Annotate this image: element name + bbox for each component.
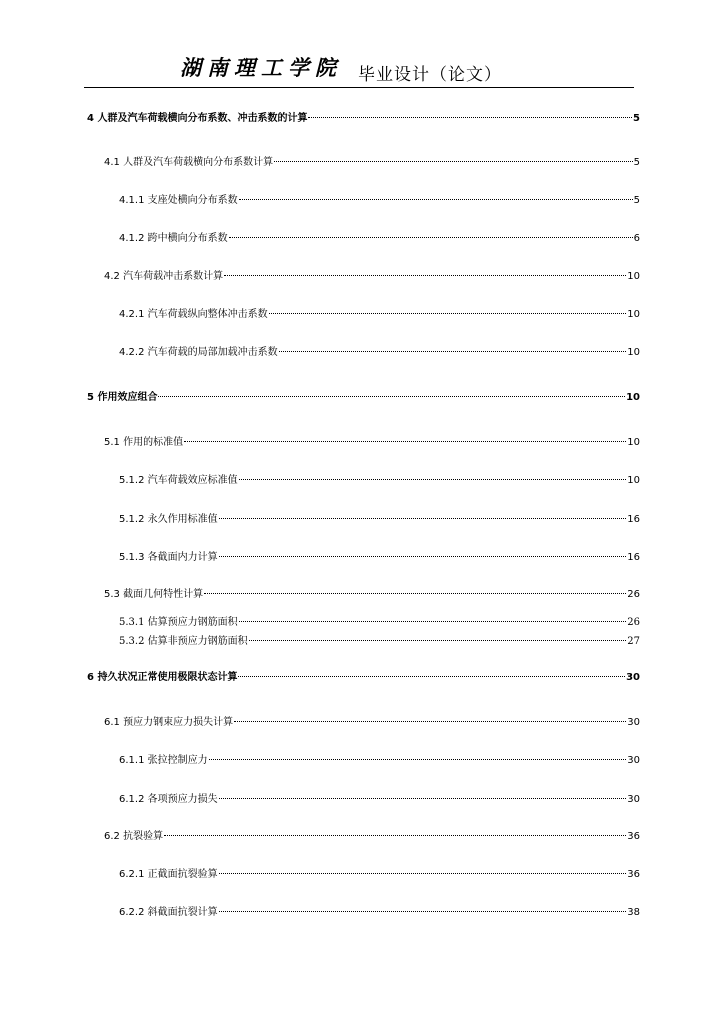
toc-entry[interactable]: [119, 303, 640, 320]
toc-entry-label: 6.2.1 正截面抗裂验算: [119, 869, 218, 880]
thesis-title: 毕业设计（论文）: [358, 65, 502, 85]
toc-leader: [219, 901, 627, 915]
toc-entry[interactable]: [119, 508, 640, 525]
toc-entry-page: 26: [627, 589, 640, 600]
toc-entry[interactable]: [104, 583, 640, 600]
toc-entry-label: 4.1.2 跨中横向分布系数: [119, 233, 228, 244]
toc-entry[interactable]: [119, 611, 640, 628]
toc-entry-page: 10: [627, 437, 640, 448]
toc-entry-label: 4.1 人群及汽车荷载横向分布系数计算: [104, 157, 274, 168]
toc-entry[interactable]: [119, 630, 640, 647]
toc-leader: [269, 303, 627, 317]
toc-entry-label: 5.3.2 估算非预应力钢筋面积: [119, 636, 248, 647]
toc-entry-page: 10: [627, 271, 640, 282]
toc-entry-label: 5.1 作用的标准值: [104, 437, 184, 448]
toc-entry-page: 30: [627, 755, 640, 766]
toc-leader: [164, 825, 626, 839]
toc-entry-label: 6.2.2 斜截面抗裂计算: [119, 907, 218, 918]
toc-leader: [224, 265, 626, 279]
toc-entry[interactable]: [119, 469, 640, 486]
toc-entry-label: 5 作用效应组合: [87, 392, 158, 403]
toc-entry-page: 38: [627, 907, 640, 918]
toc-leader: [158, 386, 625, 400]
toc-entry[interactable]: [104, 825, 640, 842]
toc-entry[interactable]: [119, 749, 640, 766]
school-name: 湖南理工学院: [180, 55, 342, 80]
toc-entry-label: 4 人群及汽车荷载横向分布系数、冲击系数的计算: [87, 113, 308, 124]
toc-leader: [308, 107, 632, 121]
toc-leader: [209, 749, 627, 763]
toc-leader: [239, 189, 633, 203]
toc-entry[interactable]: [87, 107, 640, 124]
toc-entry-page: 36: [627, 831, 640, 842]
toc-leader: [229, 227, 633, 241]
toc-leader: [249, 630, 627, 644]
toc-entry-page: 10: [627, 309, 640, 320]
toc-entry-page: 10: [627, 347, 640, 358]
toc-entry-page: 30: [627, 794, 640, 805]
toc-entry-page: 36: [627, 869, 640, 880]
toc-entry-page: 30: [626, 672, 640, 683]
toc-entry[interactable]: [119, 901, 640, 918]
toc-leader: [219, 508, 627, 522]
toc-entry[interactable]: [104, 265, 640, 282]
toc-leader: [204, 583, 626, 597]
toc-entry[interactable]: [119, 189, 640, 206]
toc-entry-page: 10: [627, 475, 640, 486]
toc-entry[interactable]: [87, 666, 640, 683]
toc-entry-page: 30: [627, 717, 640, 728]
toc-entry-page: 16: [627, 552, 640, 563]
toc-entry[interactable]: [119, 341, 640, 358]
toc-leader: [239, 611, 627, 625]
toc-entry-label: 5.3 截面几何特性计算: [104, 589, 204, 600]
toc-entry-label: 6.1.1 张拉控制应力: [119, 755, 208, 766]
toc-leader: [279, 341, 627, 355]
toc-leader: [219, 863, 627, 877]
toc-entry-page: 16: [627, 514, 640, 525]
toc-entry-page: 10: [626, 392, 640, 403]
toc-leader: [274, 151, 633, 165]
toc-entry-label: 4.1.1 支座处横向分布系数: [119, 195, 238, 206]
toc-entry-page: 5: [633, 157, 640, 168]
toc-entry-label: 4.2.1 汽车荷载纵向整体冲击系数: [119, 309, 268, 320]
toc-entry[interactable]: [87, 386, 640, 403]
toc-entry-label: 6.1.2 各项预应力损失: [119, 794, 218, 805]
toc-entry-label: 5.1.2 汽车荷载效应标准值: [119, 475, 238, 486]
toc-entry-label: 6.1 预应力钢束应力损失计算: [104, 717, 234, 728]
toc-leader: [239, 469, 627, 483]
toc-entry[interactable]: [104, 151, 640, 168]
toc-leader: [238, 666, 625, 680]
toc-entry-page: 5: [633, 195, 640, 206]
toc-entry-label: 4.2.2 汽车荷载的局部加载冲击系数: [119, 347, 278, 358]
toc-leader: [234, 711, 626, 725]
toc-leader: [219, 546, 627, 560]
toc-entry-page: 6: [633, 233, 640, 244]
toc-entry[interactable]: [119, 227, 640, 244]
toc-entry[interactable]: [104, 431, 640, 448]
toc-leader: [184, 431, 626, 445]
toc-entry[interactable]: [119, 863, 640, 880]
toc-entry-page: 26: [627, 617, 640, 628]
toc-entry[interactable]: [104, 711, 640, 728]
toc-entry-page: 27: [627, 636, 640, 647]
toc-entry-label: 6.2 抗裂验算: [104, 831, 164, 842]
toc-entry-label: 6 持久状况正常使用极限状态计算: [87, 672, 238, 683]
toc-entry[interactable]: [119, 788, 640, 805]
toc-entry-label: 5.1.2 永久作用标准值: [119, 514, 218, 525]
toc-entry[interactable]: [119, 546, 640, 563]
toc-entry-label: 5.3.1 估算预应力钢筋面积: [119, 617, 238, 628]
toc-entry-page: 5: [633, 113, 640, 124]
toc-entry-label: 4.2 汽车荷载冲击系数计算: [104, 271, 224, 282]
toc-entry-label: 5.1.3 各截面内力计算: [119, 552, 218, 563]
toc-leader: [219, 788, 627, 802]
